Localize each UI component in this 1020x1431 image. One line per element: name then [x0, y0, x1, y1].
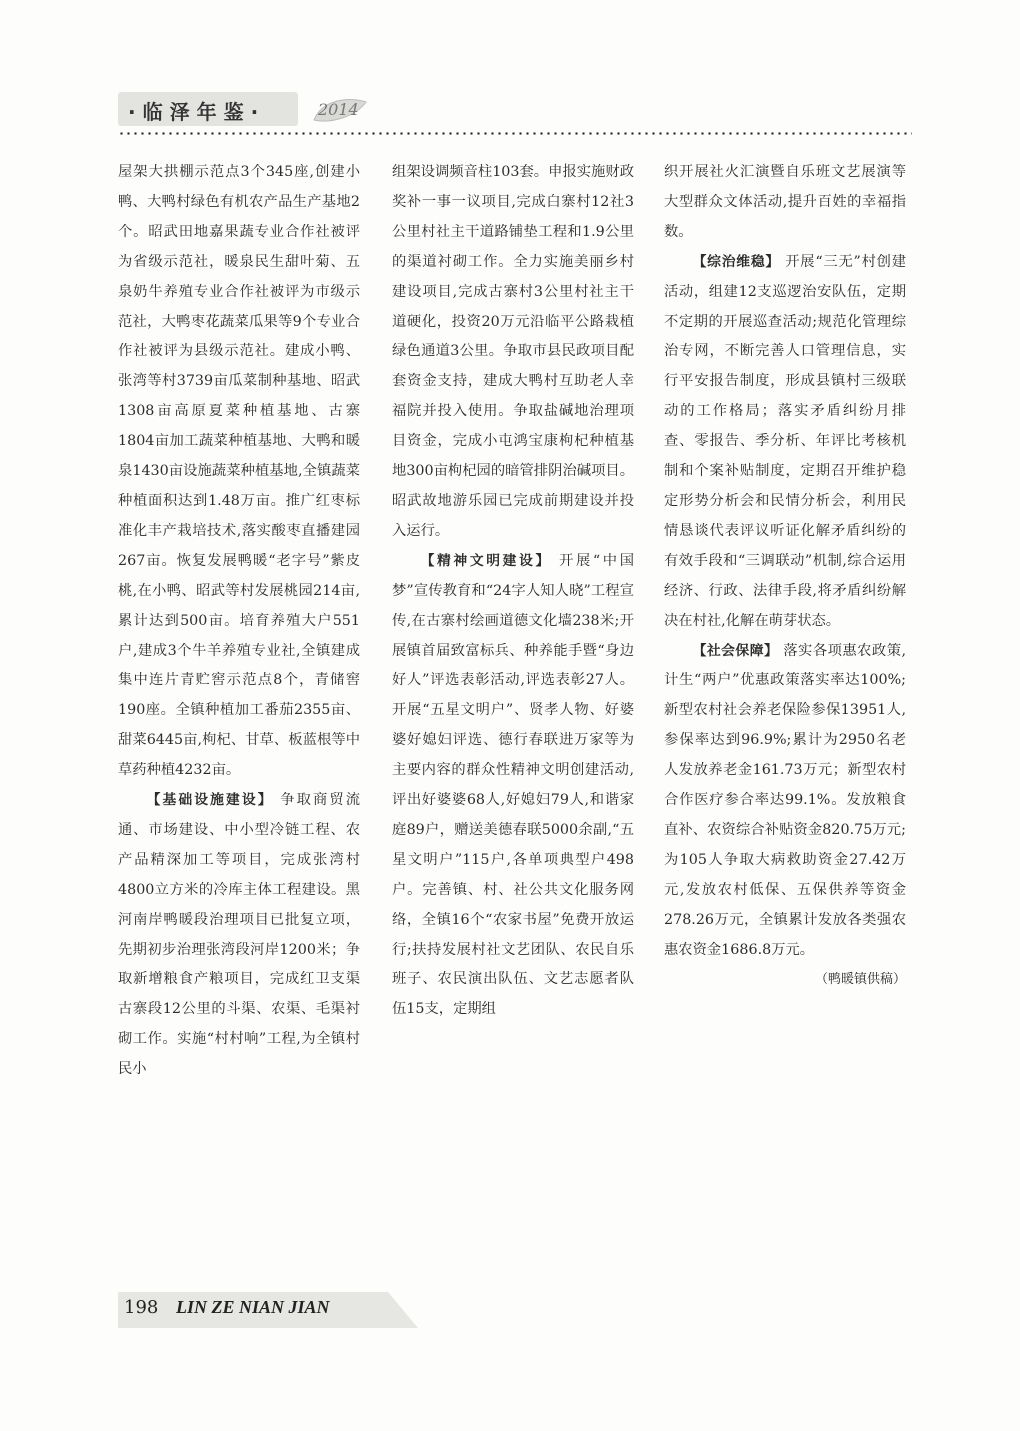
paragraph: 织开展社火汇演暨自乐班文艺展演等大型群众文体活动,提升百姓的幸福指数。	[664, 164, 906, 240]
yearbook-title: ·临泽年鉴·	[128, 100, 266, 124]
section-body: 开展“中国梦”宣传教育和“24字人知人晓”工程宣传,在古寨村绘画道德文化墙238米;开展镇首届致富标兵、种养能手暨“身边好人”评选表彰活动,评选表彰27人。开展“五星文明户”、贤孝人物、好婆婆好媳妇评选、德行春联进万家等为主要内容的群众性精神文明创建活动,评出好婆婆68人,好媳妇79人,和谐家庭89户，赠送美德春联5000余副,“五星文明户”115户,各单项典型户498户。完善镇、村、社公共文化服务网络，全镇16个“农家书屋”免费开放运行;扶持发展村社文艺团队、农民自乐班子、农民演出队伍、文艺志愿者队伍15支，定期组	[392, 552, 635, 1018]
page-footer	[118, 1292, 418, 1328]
section-body: 落实各项惠农政策,计生“两户”优惠政策落实率达100%;新型农村社会养老保险参保13951人,参保率达到96.9%;累计为2950名老人发放养老金161.73万元；新型农村合作医疗参合率达99.1%。发放粮食直补、农资综合补贴资金820.75万元;为105人争取大病救助资金27.42万元,发放农村低保、五保供养等资金278.26万元，全镇累计发放各类强农惠农资金1686.8万元。	[664, 642, 907, 958]
section-heading: 【基础设施建设】	[146, 792, 274, 809]
footer-title: LIN ZE NIAN JIAN	[176, 1297, 330, 1317]
header-dotted-rule	[118, 132, 912, 135]
text-column-2	[392, 158, 634, 1025]
page-number: 198	[124, 1297, 159, 1318]
header-year: 2014	[318, 100, 359, 119]
page-header	[118, 92, 912, 140]
section-stability	[664, 248, 906, 637]
section-heading: 【综治维稳】	[692, 253, 780, 270]
text-column-1	[118, 158, 360, 1085]
year-emblem	[308, 94, 370, 124]
section-heading: 【精神文明建设】	[420, 552, 552, 569]
paragraph: 组架设调频音柱103套。申报实施财政奖补一事一议项目,完成白寨村12社3公里村社主干道路铺垫工程和1.9公里的渠道衬砌工作。全力实施美丽乡村建设项目,完成古寨村3公里村社主干道硬化，投资20万元沿临平公路栽植绿色通道3公里。争取市县民政项目配套资金支持，建成大鸭村互助老人幸福院并投入使用。争取盐碱地治理项目资金，完成小屯鸿宝康枸杞种植基地300亩枸杞园的暗管排阴治碱项目。昭武故地游乐园已完成前期建设并投入运行。	[392, 164, 634, 539]
section-heading: 【社会保障】	[692, 642, 779, 659]
section-social-security	[664, 637, 906, 966]
source-credit: （鸭暖镇供稿）	[814, 972, 906, 988]
text-column-3	[664, 158, 906, 995]
section-spiritual-civilization	[392, 547, 634, 1026]
section-body: 开展“三无”村创建活动，组建12支巡逻治安队伍，定期不定期的开展巡查活动;规范化管理综治专网，不断完善人口管理信息，实行平安报告制度，形成县镇村三级联动的工作格局；落实矛盾纠纷月排查、零报告、季分析、年评比考核机制和个案补贴制度，定期召开维护稳定形势分析会和民情分析会，利用民情恳谈代表评议听证化解矛盾纠纷的有效手段和“三调联动”机制,综合运用经济、行政、法律手段,将矛盾纠纷解决在村社,化解在萌芽状态。	[664, 253, 907, 629]
header-band	[118, 92, 298, 126]
section-infrastructure	[118, 786, 360, 1085]
section-body: 争取商贸流通、市场建设、中小型冷链工程、农产品精深加工等项目，完成张湾村4800立方米的冷库主体工程建设。黑河南岸鸭暖段治理项目已批复立项，先期初步治理张湾段河岸1200米；争取新增粮食产粮项目，完成红卫支渠古寨段12公里的斗渠、农渠、毛渠衬砌工作。实施“村村响”工程,为全镇村民小	[118, 792, 361, 1078]
paragraph: 屋架大拱棚示范点3个345座,创建小鸭、大鸭村绿色有机农产品生产基地2个。昭武田地嘉果蔬专业合作社被评为省级示范社，暖泉民生甜叶菊、五泉奶牛养殖专业合作社被评为市级示范社，大鸭枣花蔬菜瓜果等9个专业合作社被评为县级示范社。建成小鸭、张湾等村3739亩瓜菜制种基地、昭武1308亩高原夏菜种植基地、古寨1804亩加工蔬菜种植基地、大鸭和暖泉1430亩设施蔬菜种植基地,全镇蔬菜种植面积达到1.48万亩。推广红枣标准化丰产栽培技术,落实酸枣直播建园267亩。恢复发展鸭暖“老字号”紫皮桃,在小鸭、昭武等村发展桃园214亩,累计达到500亩。培育养殖大户551户,建成3个牛羊养殖专业社,全镇建成集中连片青贮窖示范点8个，青储窖190座。全镇种植加工番茄2355亩、甜菜6445亩,枸杞、甘草、板蓝根等中草药种植4232亩。	[118, 164, 360, 779]
